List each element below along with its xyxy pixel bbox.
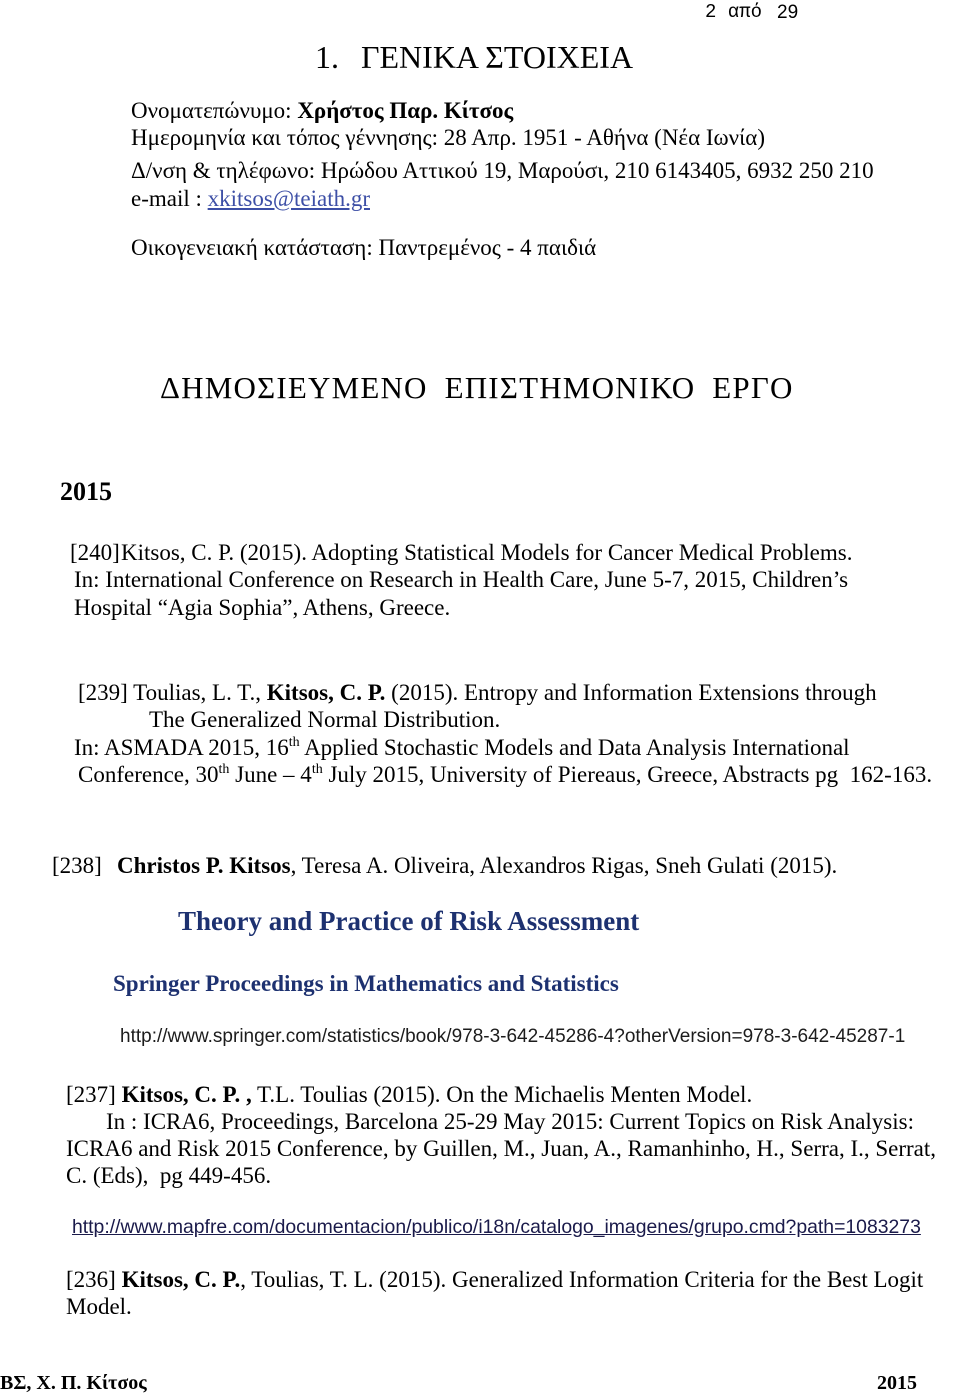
pub-237-line-4: C. (Eds), pg 449-456.: [66, 1163, 272, 1188]
published-work-heading: ΔΗΜΟΣΙΕΥΜΕΝΟ ΕΠΙΣΤΗΜΟΝΙΚΟ ΕΡΓΟ: [160, 370, 794, 405]
pub-237-line-1: [66, 1083, 752, 1106]
pub-238-series: Springer Proceedings in Mathematics and Statistics: [113, 971, 619, 996]
pub-237-ref: [237]: [66, 1082, 122, 1107]
pub-236-author: Kitsos, C. P.: [121, 1267, 241, 1292]
pub-239-line-1: [78, 681, 877, 704]
pub-236-title: , Toulias, T. L. (2015). Generalized Information Criteria for the Best Logit: [240, 1267, 924, 1292]
pub-237-url-link[interactable]: http://www.mapfre.com/documentacion/publico/i18n/catalogo_imagenes/grupo.cmd?path=1083273: [72, 1216, 921, 1238]
pub-237-line-3: ICRA6 and Risk 2015 Conference, by Guillen, M., Juan, A., Ramanhinho, H., Serra, I., Serrat,: [66, 1136, 937, 1161]
pub-239-author: Kitsos, C. P.: [266, 680, 386, 705]
page-indicator-label: 2 από: [705, 1, 763, 23]
superscript-th: th: [311, 762, 323, 777]
pub-239-venue-b: Applied Stochastic Models and Data Analysis International: [299, 735, 850, 760]
section-title: ΓΕΝΙΚΑ ΣΤΟΙΧΕΙΑ: [361, 39, 634, 75]
pub-240-line-2: In: International Conference on Research in Health Care, June 5-7, 2015, Children’s: [74, 567, 849, 592]
pub-239-line-4: [78, 763, 932, 786]
family-status: Οικογενειακή κατάσταση: Παντρεμένος - 4 παιδιά: [131, 235, 597, 260]
birth-info: Ημερομηνία και τόπος γέννησης: 28 Απρ. 1951 - Αθήνα (Νέα Ιωνία): [131, 125, 765, 150]
footer-author: ΒΣ, Χ. Π. Κίτσος: [0, 1372, 147, 1394]
pub-240-line-3: Hospital “Agia Sophia”, Athens, Greece.: [74, 595, 451, 620]
year-heading: 2015: [60, 477, 112, 506]
pub-239-line-2: The Generalized Normal Distribution.: [149, 707, 501, 732]
pub-239-ref: [239]: [78, 680, 134, 705]
pub-238-book-title: Theory and Practice of Risk Assessment: [178, 906, 640, 936]
pub-239-date-a: Conference, 30: [78, 762, 219, 787]
pub-237-title: T.L. Toulias (2015). On the Michaelis Menten Model.: [251, 1082, 753, 1107]
section-number: 1.: [315, 39, 339, 75]
name-label: Ονοματεπώνυμο:: [131, 98, 298, 123]
email-label: e-mail :: [131, 186, 208, 211]
email-row: [131, 187, 370, 210]
footer-year: 2015: [877, 1372, 917, 1394]
pub-239-line-3: [74, 736, 850, 759]
pub-238-url-link[interactable]: http://www.springer.com/statistics/book/978-3-642-45286-4?otherVersion=978-3-642-45287-1: [120, 1026, 906, 1047]
pub-238-coauthors: , Teresa A. Oliveira, Alexandros Rigas, Sneh Gulati (2015).: [290, 853, 838, 878]
pub-239-title: (2015). Entropy and Information Extensions through: [385, 680, 877, 705]
email-link[interactable]: xkitsos@teiath.gr: [207, 186, 370, 211]
pub-236-line-2: Model.: [66, 1294, 132, 1319]
pub-236-line-1: [66, 1268, 923, 1291]
pub-240-line-1: Kitsos, C. P. (2015). Adopting Statistical Models for Cancer Medical Problems.: [121, 540, 853, 565]
pub-238-ref: [238]: [52, 853, 102, 878]
pub-239-date-b: June – 4: [229, 762, 312, 787]
name-value: Χρήστος Παρ. Κίτσος: [297, 98, 514, 123]
name-row: [131, 99, 513, 122]
pub-237-author: Kitsos, C. P. ,: [121, 1082, 252, 1107]
pub-238-author: Christos P. Kitsos: [117, 853, 291, 878]
pub-236-ref: [236]: [66, 1267, 122, 1292]
pub-239-venue-a: In: ASMADA 2015, 16: [74, 735, 289, 760]
pub-239-coauthor: Toulias, L. T.,: [133, 680, 267, 705]
pub-239-date-c: July 2015, University of Piereaus, Greece, Abstracts pg 162-163.: [322, 762, 933, 787]
address-info: Δ/νση & τηλέφωνο: Ηρώδου Αττικού 19, Μαρούσι, 210 6143405, 6932 250 210: [131, 158, 874, 183]
pub-240-ref: [240]: [70, 540, 120, 565]
superscript-th: th: [288, 735, 300, 750]
pub-237-line-2: In : ICRA6, Proceedings, Barcelona 25-29 May 2015: Current Topics on Risk Analysis:: [106, 1109, 914, 1134]
pub-238-line-1: [117, 854, 837, 877]
superscript-th: th: [218, 762, 230, 777]
page-indicator-total: 29: [777, 2, 799, 23]
